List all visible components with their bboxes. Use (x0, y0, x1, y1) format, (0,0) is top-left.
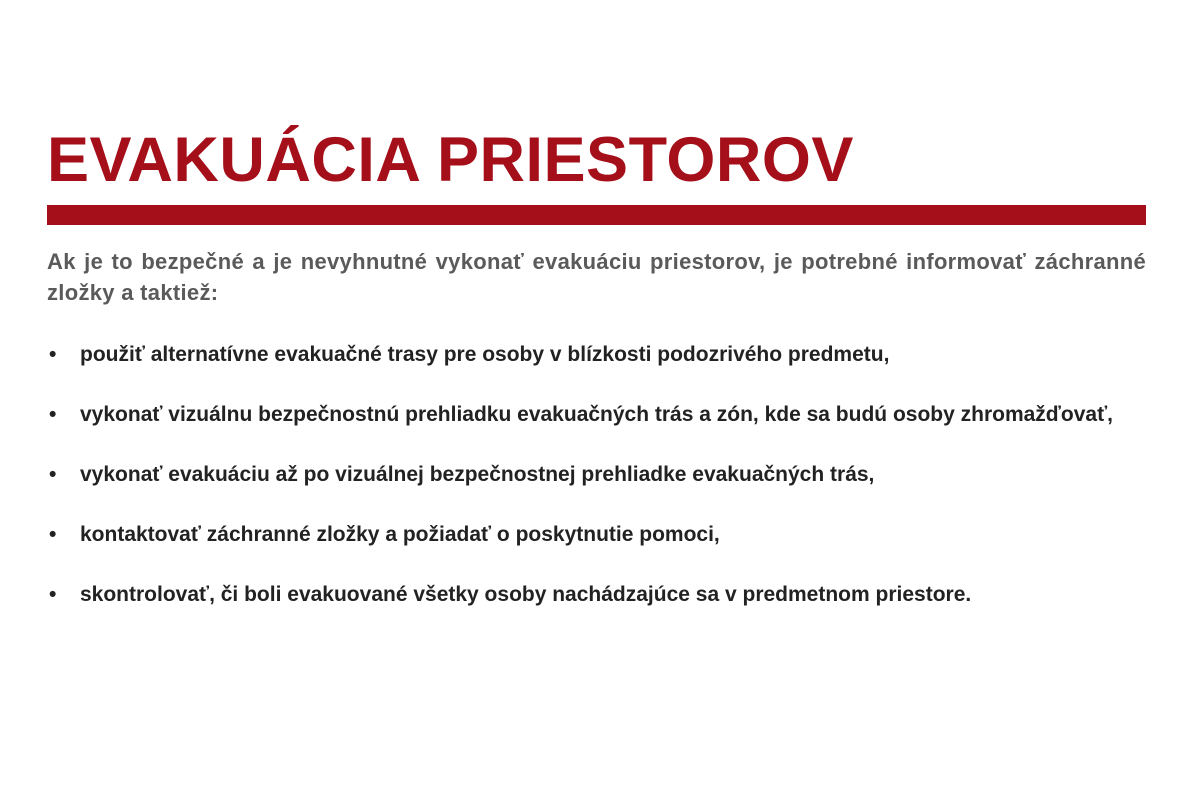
page-title: EVAKUÁCIA PRIESTOROV (47, 125, 854, 195)
list-item (47, 520, 1146, 550)
title-divider (47, 205, 1146, 225)
intro-paragraph: Ak je to bezpečné a je nevyhnutné vykonať evakuáciu priestorov, je potrebné informovať záchranné zložky a taktiež: (47, 249, 1146, 305)
list-item (47, 460, 1146, 490)
list-item-text: skontrolovať, či boli evakuované všetky osoby nachádzajúce sa v predmetnom priestore. (80, 583, 972, 606)
bullet-icon: • (49, 523, 57, 546)
bullet-icon: • (49, 343, 57, 366)
list-item-text: kontaktovať záchranné zložky a požiadať o poskytnutie pomoci, (80, 523, 720, 546)
instruction-list (47, 340, 1146, 640)
list-item-text: vykonať vizuálnu bezpečnostnú prehliadku evakuačných trás a zón, kde sa budú osoby zhromažďovať, (80, 403, 1113, 426)
list-item (47, 580, 1146, 610)
bullet-icon: • (49, 583, 57, 606)
list-item-text: použiť alternatívne evakuačné trasy pre osoby v blízkosti podozrivého predmetu, (80, 343, 890, 366)
list-item (47, 340, 1146, 370)
list-item (47, 400, 1146, 430)
list-item-text: vykonať evakuáciu až po vizuálnej bezpečnostnej prehliadke evakuačných trás, (80, 463, 875, 486)
bullet-icon: • (49, 403, 57, 426)
bullet-icon: • (49, 463, 57, 486)
